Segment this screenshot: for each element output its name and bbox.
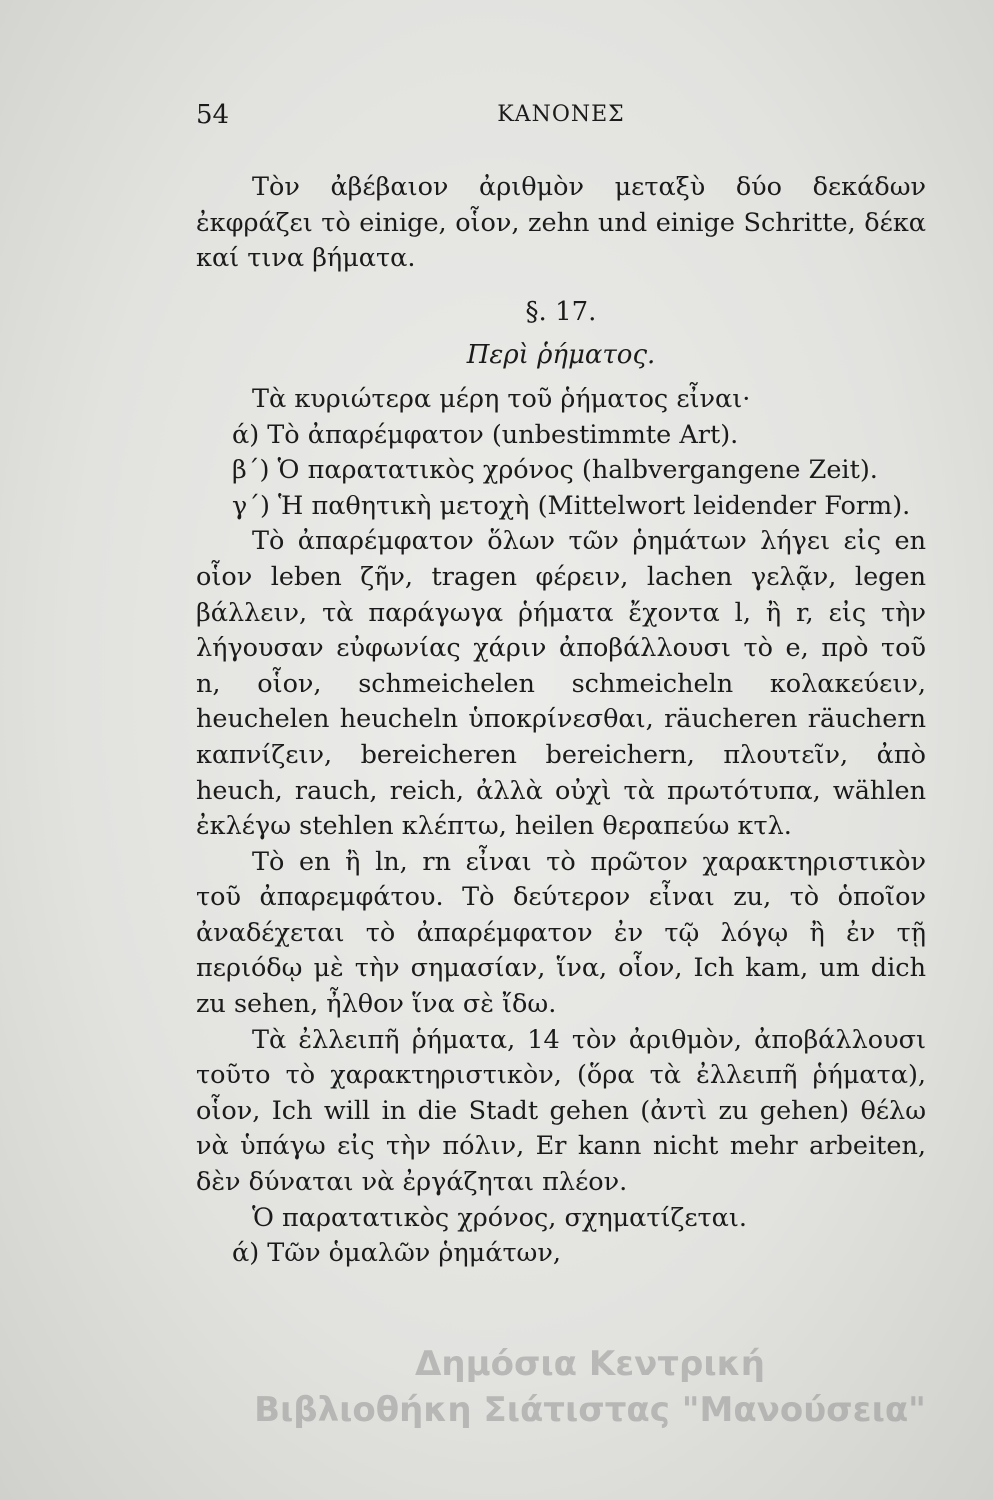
list-item-a-regular-verbs: ά) Τῶν ὁμαλῶν ῥημάτων, [232, 1238, 561, 1269]
paragraph-6: Ὁ παρατατικὸς χρόνος, σχηματίζεται. [252, 1202, 747, 1233]
library-watermark-line-1: Δημόσια Κεντρική [415, 1344, 765, 1384]
list-item-a: ά) Τὸ ἀπαρέμφατον (unbestimmte Art). [232, 419, 739, 450]
list-item-c: γ΄) Ἡ παθητικὴ μετοχὴ (Mittelwort leidender Form). [232, 490, 911, 521]
library-watermark-line-2: Βιβλιοθήκη Σιάτιστας "Μανούσεια" [254, 1390, 926, 1430]
paragraph-5: Τὰ ἐλλειπῆ ῥήματα, 14 τὸν ἀριθμὸν, ἀποβάλλουσι τοῦτο τὸ χαρακτηριστικὸν, (ὅρα τὰ ἐλλειπῆ ῥήματα), οἷον, Ich will in die Stadt gehen (ἀντὶ zu gehen) θέλω νὰ ὑπάγω εἰς τὴν πόλιν, Er kann nicht mehr arbeiten, δὲν δύναται νὰ ἐργάζηται πλέον. [196, 1024, 926, 1198]
page-number: 54 [196, 100, 230, 130]
list-item-b: β΄) Ὁ παρατατικὸς χρόνος (halbvergangene Zeit). [232, 455, 878, 486]
paragraph-3: Τὸ ἀπαρέμφατον ὅλων τῶν ῥημάτων λήγει εἰς en οἷον leben ζῆν, tragen φέρειν, lachen γελᾷν, legen βάλλειν, τὰ παράγωγα ῥήματα ἔχοντα l, ἢ r, εἰς τὴν λήγουσαν εὐφωνίας χάριν ἀποβάλλουσι τὸ e, πρὸ τοῦ n, οἷον, schmeichelen schmeicheln κολακεύειν, heuchelen heucheln ὑποκρίνεσθαι, räucheren räuchern καπνίζειν, bereicheren bereichern, πλουτεῖν, ἀπὸ heuch, rauch, reich, ἀλλὰ οὐχὶ τὰ πρωτότυπα, wählen ἐκλέγω stehlen κλέπτω, heilen θεραπεύω κτλ. [196, 526, 926, 842]
running-title: ΚΑΝΟΝΕΣ [497, 102, 625, 127]
paragraph-4: Τὸ en ἢ ln, rn εἶναι τὸ πρῶτον χαρακτηριστικὸν τοῦ ἀπαρεμφάτου. Τὸ δεύτερον εἶναι zu, τὸ ὁποῖον ἀναδέχεται τὸ ἀπαρέμφατον ἐν τῷ λόγῳ ἢ ἐν τῇ περιόδῳ μὲ τὴν σημασίαν, ἵνα, οἷον, Ich kam, um dich zu sehen, ἦλθον ἵνα σὲ ἴδω. [196, 846, 926, 1020]
page-body [196, 170, 926, 1272]
section-title: Περὶ ῥήματος. [466, 340, 656, 371]
page-header [196, 100, 926, 140]
paragraph-1: Τὸν ἀβέβαιον ἀριθμὸν μεταξὺ δύο δεκάδων ἐκφράζει τὸ einige, οἷον, zehn und einige Schritte, δέκα καί τινα βήματα. [196, 172, 926, 274]
paragraph-2: Τὰ κυριώτερα μέρη τοῦ ῥήματος εἶναι· [252, 383, 751, 414]
section-number: §. 17. [525, 296, 597, 327]
